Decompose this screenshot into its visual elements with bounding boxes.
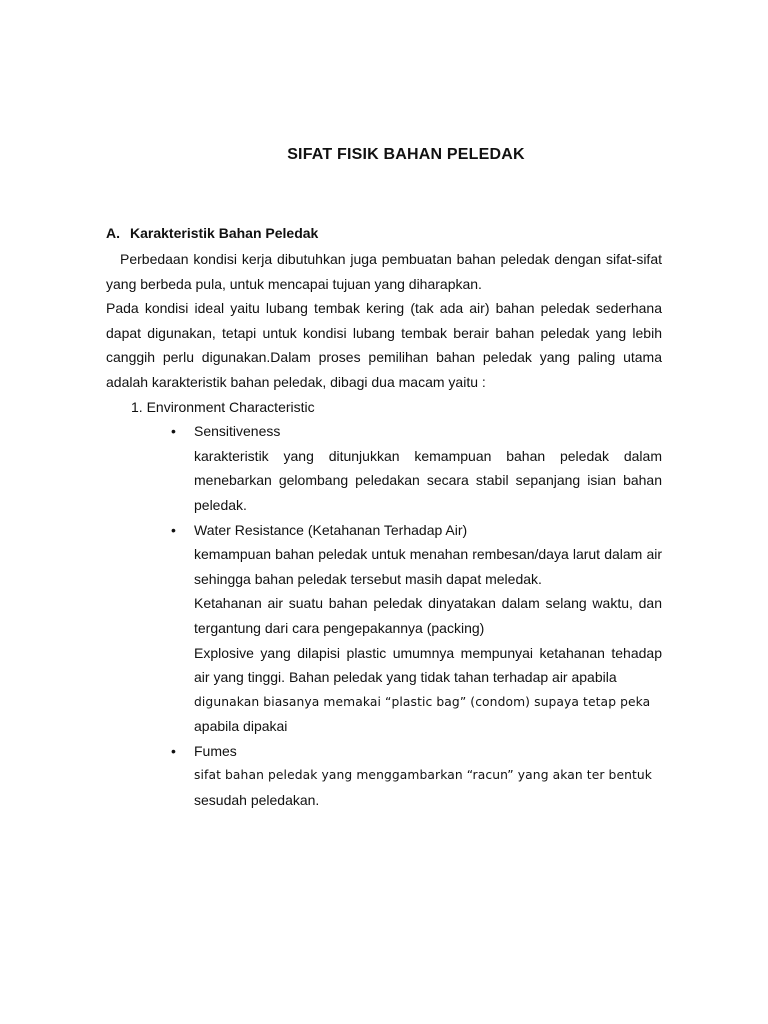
document-body xyxy=(106,247,662,813)
bullet-paragraph: karakteristik yang ditunjukkan kemampuan bahan peledak dalam menebarkan gelombang peledakan secara stabil sepanjang isian bahan peledak. xyxy=(194,447,662,513)
section-letter: A. xyxy=(106,225,120,241)
second-paragraph: Pada kondisi ideal yaitu lubang tembak kering (tak ada air) bahan peledak sederhana dapat digunakan, tetapi untuk kondisi lubang tembak berair bahan peledak yang lebih canggih perlu digunakan.Dalam proses pemilihan bahan peledak yang paling utama adalah karakteristik bahan peledak, dibagi dua macam yaitu : xyxy=(106,300,662,390)
bullet-label: Water Resistance (Ketahanan Terhadap Air) xyxy=(194,521,468,538)
document-title: SIFAT FISIK BAHAN PELEDAK xyxy=(287,146,525,163)
bullet-label: Fumes xyxy=(194,742,237,759)
bullet-paragraph: sifat bahan peledak yang menggambarkan “racun” yang akan ter bentuk xyxy=(194,768,653,783)
bullet-paragraph: apabila dipakai xyxy=(194,718,288,735)
bullet-description xyxy=(106,542,662,739)
numbered-item: 1. Environment Characteristic xyxy=(131,398,315,415)
bullet-label: Sensitiveness xyxy=(194,423,281,440)
section-heading-text: Karakteristik Bahan Peledak xyxy=(130,225,319,241)
bullet-item-fumes xyxy=(106,739,662,764)
bullet-paragraph: kemampuan bahan peledak untuk menahan rembesan/daya larut dalam air sehingga bahan peledak tersebut masih dapat meledak. xyxy=(194,546,662,587)
bullet-paragraph: digunakan biasanya memakai “plastic bag” (condom) supaya tetap peka xyxy=(194,694,651,709)
bullet-paragraph: Explosive yang dilapisi plastic umumnya mempunyai ketahanan tehadap air yang tinggi. Bahan peledak yang tidak tahan terhadap air apabila xyxy=(194,644,662,686)
bullet-item-sensitiveness xyxy=(106,419,662,444)
intro-paragraph: Perbedaan kondisi kerja dibutuhkan juga pembuatan bahan peledak dengan sifat-sifat yang berbeda pula, untuk mencapai tujuan yang diharapkan. xyxy=(106,251,662,292)
bullet-item-water-resistance xyxy=(106,518,662,543)
bullet-marker: • xyxy=(171,423,176,440)
bullet-description xyxy=(106,444,662,518)
bullet-marker: • xyxy=(171,521,176,538)
section-heading xyxy=(106,225,318,241)
bullet-paragraph: Ketahanan air suatu bahan peledak dinyatakan dalam selang waktu, dan tergantung dari cara pengepakannya (packing) xyxy=(194,595,662,636)
bullet-description xyxy=(106,763,662,812)
bullet-marker: • xyxy=(171,742,176,759)
bullet-paragraph: sesudah peledakan. xyxy=(194,792,320,809)
